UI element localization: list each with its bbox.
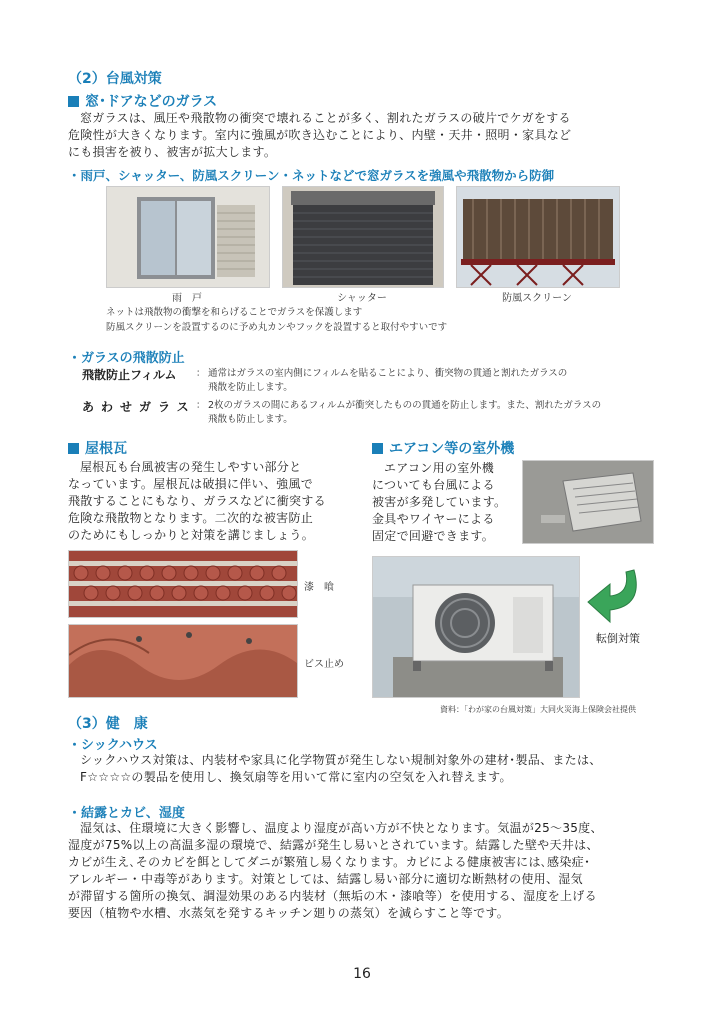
- photo-roof-plaster: [68, 550, 298, 618]
- caption-wind-screen: 防風スクリーン: [502, 293, 572, 304]
- square-bullet-icon: [372, 443, 383, 454]
- glass-line-2: 危険性が大きくなります。室内に強風が吹き込むことにより、内壁・天井・照明・家具など: [68, 128, 572, 142]
- bullet-scatter-prevention: ・ガラスの飛散防止: [68, 351, 185, 366]
- film-line-2: 飛散を防止します。: [208, 382, 293, 393]
- heading-ac: [372, 438, 514, 458]
- photo-storm-shutter: [106, 186, 270, 288]
- square-bullet-icon: [68, 443, 79, 454]
- dew-line-5: が滞留する箇所の換気、調湿効果のある内装材（無垢の木・漆喰等）を使用する、湿度を上げる: [68, 889, 597, 903]
- label-tipping-prevention: 転倒対策: [596, 632, 640, 645]
- dew-line-4: アレルギー・中毒等があります。対策としては、結露し易い部分に適切な断熱材の使用、湿気: [68, 872, 583, 886]
- square-bullet-icon: [68, 96, 79, 107]
- ac-line-1: エアコン用の室外機: [384, 461, 495, 475]
- glass-line-1: 窓ガラスは、風圧や飛散物の衝突で壊れることが多く、割れたガラスの破片でケガをする: [80, 111, 571, 125]
- ac-line-3: 被害が多発しています。: [372, 495, 507, 509]
- source-credit: 資料：「わが家の台風対策」大同火災海上保険会社提供: [440, 705, 636, 714]
- roof-line-5: のためにもしっかりと対策を講じましょう。: [68, 528, 315, 542]
- section-title-typhoon: （2）台風対策: [68, 71, 162, 87]
- ac-line-4: 金具やワイヤーによる: [372, 512, 495, 526]
- ac-line-5: 固定で回避できます。: [372, 529, 495, 543]
- term-film: 飛散防止フィルム: [82, 368, 177, 382]
- term-laminated: あわせガラス: [82, 400, 196, 414]
- roof-line-2: なっています。屋根瓦は破損に伴い、強風で: [68, 477, 314, 491]
- photo-ac-damaged: [522, 460, 654, 544]
- photo-ac-unit: [372, 556, 580, 698]
- caption-shutter: シャッター: [337, 293, 387, 304]
- sick-line-1: シックハウス対策は、内装材や家具に化学物質が発生しない規制対象外の建材･製品、または、: [80, 753, 602, 767]
- roof-line-4: 危険な飛散物となります。二次的な被害防止: [68, 511, 314, 525]
- colon-1: ：: [196, 368, 206, 379]
- heading-roof-text: 屋根瓦: [85, 441, 127, 457]
- dew-line-6: 要因（植物や水槽、水蒸気を発するキッチン廻りの蒸気）を減らすこと等です。: [68, 906, 510, 920]
- heading-ac-text: エアコン等の室外機: [389, 441, 515, 457]
- glass-line-3: にも損害を被り、被害が拡大します。: [68, 145, 277, 159]
- roof-line-1: 屋根瓦も台風被害の発生しやすい部分と: [80, 460, 302, 474]
- rotate-arrow-icon: [586, 566, 646, 630]
- photo-wind-screen: [456, 186, 620, 288]
- caption-storm-shutter: 雨 戸: [172, 293, 202, 304]
- photo-shutter: [282, 186, 444, 288]
- caption-screws: ビス止め: [304, 659, 344, 670]
- laminated-line-2: 飛散も防止します。: [208, 414, 293, 425]
- ac-line-2: についても台風による: [372, 478, 495, 492]
- photo-roof-screws: [68, 624, 298, 698]
- note-hook: 防風スクリーンを設置するのに予め丸カンやフックを設置すると取付やすいです: [106, 322, 448, 333]
- roof-line-3: 飛散することにもなり、ガラスなどに衝突する: [68, 494, 326, 508]
- note-net: ネットは飛散物の衝撃を和らげることでガラスを保護します: [106, 307, 363, 318]
- dew-line-2: 湿度が75%以上の高温多湿の環境で、結露が発生し易いとされています。結露した壁や天井は、: [68, 838, 599, 852]
- page-number: 16: [353, 966, 371, 982]
- bullet-sick-house: ・シックハウス: [68, 738, 158, 753]
- sick-line-2: F☆☆☆☆の製品を使用し、換気扇等を用いて常に室内の空気を入れ替えます。: [80, 770, 512, 784]
- bullet-protect-glass: ・雨戸、シャッター、防風スクリーン・ネットなどで窓ガラスを強風や飛散物から防御: [68, 168, 555, 183]
- dew-line-3: カビが生え､そのカビを餌としてダニが繁殖し易くなります。カビによる健康被害には､感染症･: [68, 855, 591, 869]
- section-title-health: （3）健 康: [68, 716, 148, 732]
- caption-plaster: 漆 喰: [304, 582, 334, 593]
- heading-glass: [68, 91, 217, 111]
- colon-2: ：: [196, 400, 206, 411]
- laminated-line-1: 2枚のガラスの間にあるフィルムが衝突したものの貫通を防止します。また、割れたガラスの: [208, 400, 602, 411]
- dew-line-1: 湿気は、住環境に大きく影響し、温度より湿度が高い方が不快となります。気温が25～35度、: [80, 821, 603, 835]
- heading-glass-text: 窓･ドアなどのガラス: [85, 94, 218, 110]
- film-line-1: 通常はガラスの室内側にフィルムを貼ることにより、衝突物の貫通と割れたガラスの: [208, 368, 568, 379]
- heading-roof: [68, 438, 127, 458]
- bullet-condensation: ・結露とカビ、湿度: [68, 806, 185, 821]
